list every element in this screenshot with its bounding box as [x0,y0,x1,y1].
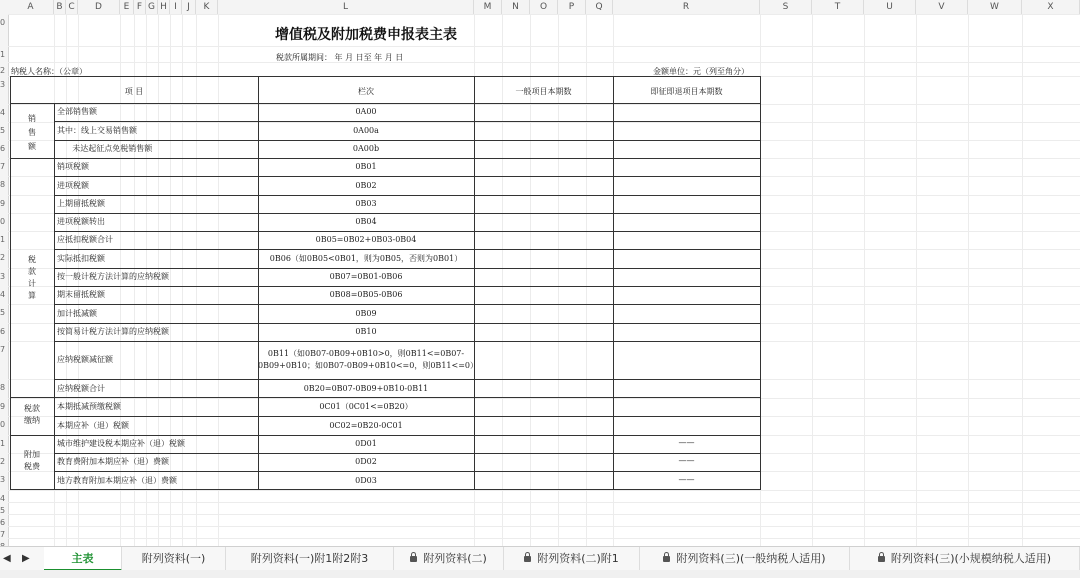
row-line-code: 0D02 [355,457,377,466]
row-line-code: 0C01（0C01<=0B20） [319,402,413,411]
row-header[interactable]: 3 [0,475,6,484]
row-line-code: 0B20=0B07-0B09+0B10-0B11 [303,383,429,393]
sheet-tab[interactable] [504,547,640,571]
row-item-label: 其中：线上交易销售额 [57,125,137,135]
sheet-tab-label: 附列资料(三)(小规模纳税人适用) [890,552,1052,565]
row-item-label: 期末留抵税额 [57,290,105,299]
column-header-L[interactable]: L [218,0,474,14]
column-header-D[interactable]: D [78,0,120,14]
table-border [54,268,761,269]
sheet-tab-label: 主表 [71,552,94,565]
column-header-B[interactable]: B [54,0,66,14]
row-item-label: 城市维护建设税本期应补（退）税额 [57,439,185,448]
row-header[interactable]: 5 [0,506,6,515]
row-header[interactable]: 6 [0,144,6,153]
sheet-tab-label: 附列资料(二)附1 [537,552,619,565]
row-line-code: 0C02=0B20-0C01 [329,420,403,430]
column-header-X[interactable]: X [1022,0,1080,14]
table-border [54,323,761,324]
lock-icon [410,556,417,562]
table-border [54,471,761,472]
grid-line [8,490,1080,491]
row-header[interactable]: 7 [0,162,6,171]
cell-refund[interactable]: —— [678,474,695,484]
row-item-label: 实际抵扣税额 [57,253,105,263]
table-border [54,195,761,196]
row-header[interactable]: 1 [0,50,6,59]
table-border [474,76,475,490]
triangle-left-icon[interactable]: ◀ [3,553,11,564]
row-item-label: 未达起征点免税销售额 [57,144,153,153]
sheet-tab-label: 附列资料(一)附1附2附3 [250,552,369,565]
row-header[interactable]: 7 [0,530,6,539]
grid-line [968,14,969,546]
row-item-label: 地方教育附加本期应补（退）费额 [57,475,177,485]
row-item-label: 上期留抵税额 [57,199,105,208]
row-item-label: 全部销售额 [57,107,97,116]
row-line-code: 0A00a [353,125,379,135]
sheet-tab-label: 附列资料(一) [141,552,206,565]
row-item-label: 按一般计税方法计算的应纳税额 [57,272,169,281]
row-header[interactable]: 2 [0,457,6,466]
sheet-tab[interactable] [226,547,394,571]
lock-icon [524,556,531,562]
row-item-label: 按简易计税方法计算的应纳税额 [57,327,169,336]
row-item-label: 本期抵减预缴税额 [57,402,121,411]
row-line-code: 0D01 [355,439,377,448]
column-header-Q[interactable]: Q [586,0,613,14]
grid-line [8,14,1080,15]
row-item-label: 加计抵减额 [57,308,97,318]
row-header[interactable]: 6 [0,518,6,527]
column-header-E[interactable]: E [120,0,134,14]
lock-icon [663,556,670,562]
grid-line [1022,14,1023,546]
column-header-C[interactable]: C [66,0,78,14]
row-header[interactable]: 8 [0,383,6,392]
row-header[interactable]: 8 [0,180,6,189]
header-item: 项 目 [124,87,144,96]
row-item-label: 教育费附加本期应补（退）费额 [57,457,169,466]
row-line-code: 0B01 [355,162,377,171]
sheet-tab[interactable] [44,547,122,571]
row-line-code: 0B08=0B05-0B06 [329,290,403,299]
table-border [54,453,761,454]
group-calc: 税 款 计 算 [28,255,36,300]
table-border [54,140,761,141]
column-header-J[interactable]: J [182,0,196,14]
grid-line [8,62,1080,63]
row-header[interactable]: 6 [0,327,6,336]
sheet-tab[interactable] [850,547,1080,571]
row-line-code: 0B09 [355,308,377,318]
row-header[interactable]: 4 [0,108,6,117]
table-border [10,103,761,104]
triangle-right-icon[interactable]: ▶ [22,553,30,564]
row-header[interactable]: 9 [0,402,6,411]
row-header-bar [0,14,9,546]
table-border [10,435,761,436]
sheet-tab[interactable] [640,547,850,571]
row-header[interactable]: 7 [0,345,6,354]
row-line-code: 0B07=0B01-0B06 [329,272,403,281]
column-header-P[interactable]: P [558,0,586,14]
column-header-W[interactable]: W [968,0,1022,14]
table-border [54,249,761,250]
row-header[interactable]: 1 [0,439,6,448]
column-header-I[interactable]: I [170,0,182,14]
row-header[interactable]: 2 [0,66,6,75]
grid-line [8,46,1080,47]
table-border [54,416,761,417]
group-paid: 税款 缴纳 [24,404,40,425]
row-line-code: 0B04 [355,217,377,226]
table-border [54,341,761,342]
row-header[interactable]: 9 [0,199,6,208]
grid-line [864,14,865,546]
column-header-A[interactable]: A [8,0,54,14]
column-header-S[interactable]: S [760,0,812,14]
grid-line [812,14,813,546]
grid-line [8,502,1080,503]
column-header-V[interactable]: V [916,0,968,14]
column-header-K[interactable]: K [196,0,218,14]
row-header[interactable]: 4 [0,290,6,299]
table-border [54,213,761,214]
column-header-M[interactable]: M [474,0,502,14]
taxpayer-name-label: 纳税人名称：（公章） [11,67,87,76]
sheet-tab-label: 附列资料(三)(一般纳税人适用) [676,552,826,565]
table-border [10,397,761,398]
table-border [613,76,614,490]
row-header[interactable]: 4 [0,494,6,503]
row-header[interactable]: 5 [0,126,6,135]
status-bar [0,570,1080,578]
row-header[interactable]: 0 [0,420,6,429]
row-header[interactable]: 3 [0,272,6,281]
lock-icon [878,556,885,562]
grid-line [8,538,1080,539]
row-line-code: 0B05=0B02+0B03-0B04 [315,235,417,244]
column-header-U[interactable]: U [864,0,916,14]
row-item-label: 应抵扣税额合计 [57,235,113,244]
table-border [54,304,761,305]
grid-line [916,14,917,546]
row-item-label: 应纳税额减征额 [57,355,113,364]
header-line: 栏次 [358,87,374,96]
column-header-bar [0,0,1080,15]
row-header[interactable]: 5 [0,308,6,317]
table-border [10,158,761,159]
grid-line [8,514,1080,515]
table-border [54,176,761,177]
grid-line [8,526,1080,527]
header-general: 一般项目本期数 [515,87,572,96]
column-header-R[interactable]: R [613,0,760,14]
sheet-tab[interactable] [122,547,226,571]
sheet-tab[interactable] [394,547,504,571]
row-line-code: 0B06（如0B05<0B01，则为0B05，否则为0B01） [269,253,463,263]
group-sales: 销 售 额 [28,114,36,151]
column-header-T[interactable]: T [812,0,864,14]
table-border [54,231,761,232]
cell-refund[interactable]: —— [678,438,695,447]
column-header-O[interactable]: O [530,0,558,14]
row-header[interactable]: 3 [0,80,6,89]
column-header-N[interactable]: N [502,0,530,14]
row-item-label: 应纳税额合计 [57,383,105,393]
row-header[interactable]: 0 [0,18,6,27]
row-header[interactable]: 1 [0,235,6,244]
row-line-code: 0A00b [352,144,380,153]
table-border [54,121,761,122]
sheet-tab-label: 附列资料(二) [423,552,487,565]
row-line-code: 0A00 [355,107,377,116]
group-extra: 附加 税费 [24,450,40,471]
row-line-code: 0B03 [355,199,377,208]
row-header[interactable]: 2 [0,253,6,262]
row-header[interactable]: 0 [0,217,6,226]
row-item-label: 进项税额 [57,180,89,190]
tax-period: 税款所属期间： 年 月 日至 年 月 日 [276,53,404,62]
sheet-tab-bar [0,546,1080,571]
amount-unit-label: 金额单位：元（列至角分） [653,67,749,76]
row-line-code: 0D03 [355,475,377,485]
header-refund: 即征即退项目本期数 [650,87,723,96]
row-line-code: 0B02 [355,180,377,190]
table-border [54,286,761,287]
row-item-label: 销项税额 [57,162,89,171]
row-item-label: 进项税额转出 [57,217,105,226]
row-line-code: 0B10 [355,327,377,336]
cell-refund[interactable]: —— [678,456,695,465]
column-header-H[interactable]: H [158,0,170,14]
column-header-F[interactable]: F [134,0,146,14]
row-line-code: 0B11（如0B07-0B09+0B10>0，则0B11<=0B07- 0B09+0B10；如0B07-0B09+0B10<=0，则0B11<=0） [258,349,478,370]
row-item-label: 本期应补（退）税额 [57,420,129,430]
sheet-title: 增值税及附加税费申报表主表 [275,27,457,43]
table-border [54,379,761,380]
column-header-G[interactable]: G [146,0,158,14]
table-border [54,103,55,490]
